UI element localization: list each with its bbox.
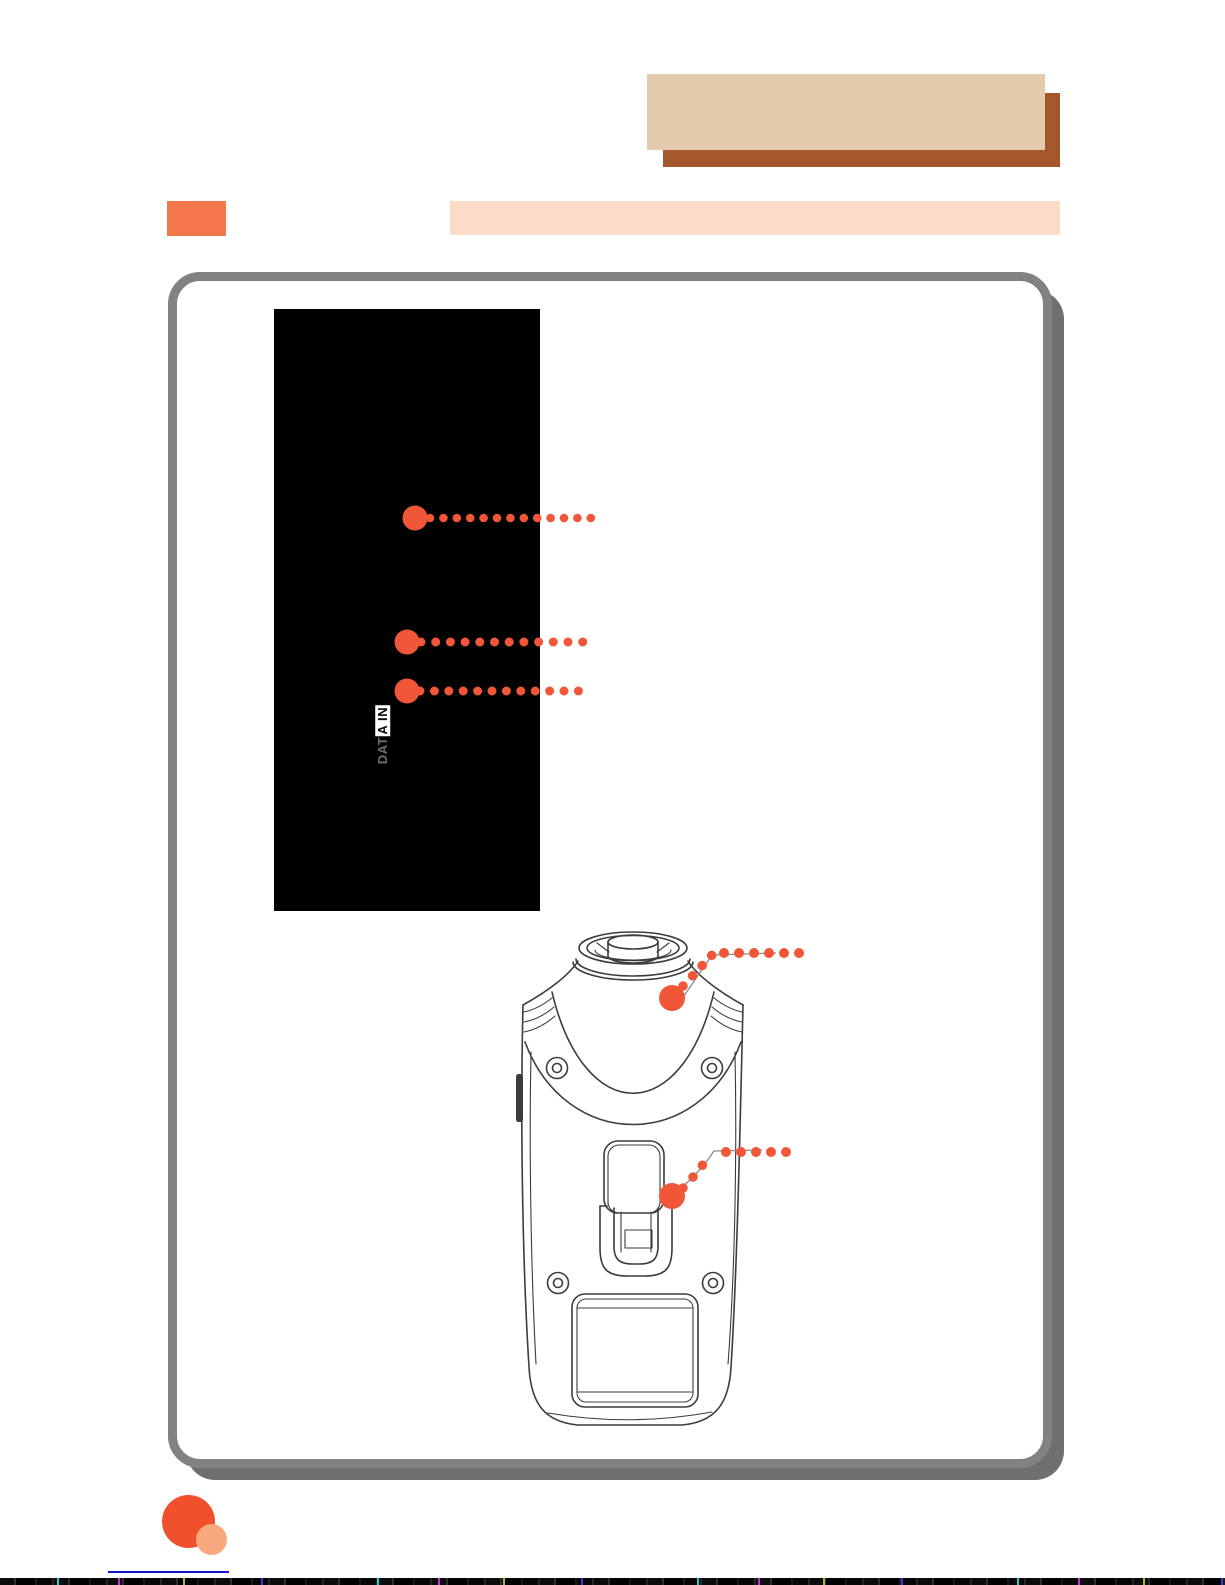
battery-cover [572,1294,698,1407]
footer-link-underline[interactable] [108,1571,229,1573]
belt-clip [600,1141,672,1276]
section-marker [167,201,226,236]
device-inner-edge-right [728,1052,736,1364]
device-neck-left [523,961,578,1005]
screw-bottom-left [548,1273,569,1294]
product-photo [274,309,540,911]
device-neck-right [688,961,743,1005]
scan-edge-artifact [0,1578,1225,1585]
side-button [516,1074,523,1122]
panel-rim-inner-arch [552,992,714,1093]
shoulder-ripples-left [524,998,555,1032]
panel-rim-outer-arch [525,1042,741,1125]
data-in-port-label [368,703,398,765]
screw-top-right [702,1058,723,1079]
port-label-highlight: A IN [375,706,391,735]
device-rear-illustration [500,912,820,1432]
eyepiece [573,932,693,980]
chapter-banner [647,74,1045,150]
device-body-outline [522,1005,743,1425]
device-inner-edge-left [530,1052,536,1364]
port-label-prefix: DAT [375,736,391,764]
screw-top-left [547,1058,568,1079]
section-banner [450,201,1060,235]
footer-decoration-circle-small [196,1524,227,1555]
screw-bottom-right [703,1273,724,1294]
device-bottom-inner-line [548,1412,712,1420]
data-in-port-label-text [376,704,391,763]
shoulder-ripples-right [711,998,742,1032]
